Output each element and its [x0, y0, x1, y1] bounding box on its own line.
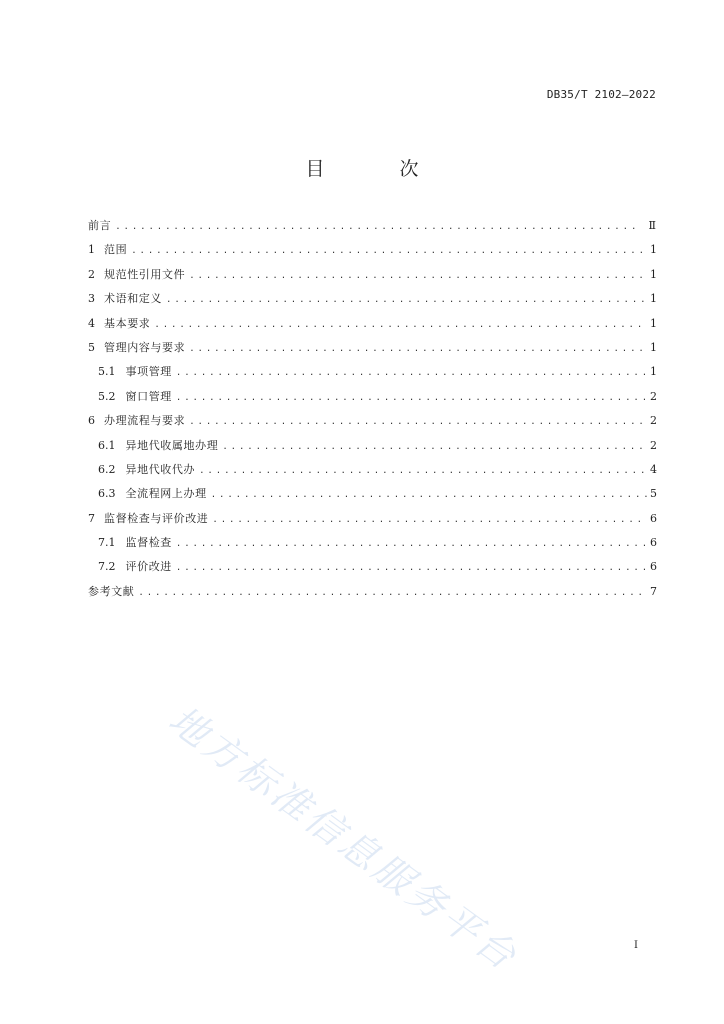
toc-entry-page: 1 — [650, 365, 657, 379]
toc-subentry[interactable] — [88, 462, 656, 478]
toc-leader-dots — [154, 317, 647, 333]
toc-leader-dots — [189, 268, 647, 284]
toc-entry-number: 1 — [88, 243, 95, 257]
toc-entry-title: 范围 — [104, 243, 128, 257]
toc-entry-title: 异地代收代办 — [125, 462, 196, 476]
toc-entry-title: 事项管理 — [125, 365, 172, 379]
toc-entry-page: 4 — [650, 462, 657, 476]
toc-leader-dots — [176, 560, 647, 576]
toc-subentry[interactable] — [88, 364, 656, 380]
toc-entry[interactable] — [88, 511, 656, 527]
toc-entry-page: 1 — [650, 340, 657, 354]
toc-entry-title: 评价改进 — [125, 560, 172, 574]
toc-entry-title: 基本要求 — [104, 316, 151, 330]
toc-subentry[interactable] — [88, 559, 656, 575]
toc-leader-dots — [138, 585, 647, 601]
toc-title: 目 次 — [305, 158, 447, 180]
toc-leader-dots — [176, 365, 647, 381]
toc-entry[interactable] — [88, 218, 656, 234]
toc-entry-page: 1 — [650, 292, 657, 306]
toc-entry-title: 窗口管理 — [125, 389, 172, 403]
toc-entry-title: 管理内容与要求 — [104, 340, 186, 354]
toc-entry[interactable] — [88, 242, 656, 258]
toc-leader-dots — [176, 390, 647, 406]
toc-subentry[interactable] — [88, 535, 656, 551]
toc-entry-title: 规范性引用文件 — [104, 267, 186, 281]
table-of-contents — [88, 218, 656, 608]
toc-entry-number: 6 — [88, 414, 95, 428]
toc-entry-title: 术语和定义 — [104, 292, 162, 306]
toc-subentry[interactable] — [88, 389, 656, 405]
toc-entry-title: 参考文献 — [88, 584, 135, 598]
toc-entry-number: 6.2 — [98, 462, 116, 476]
toc-entry[interactable] — [88, 291, 656, 307]
toc-entry[interactable] — [88, 413, 656, 429]
toc-leader-dots — [189, 341, 647, 357]
toc-leader-dots — [131, 243, 647, 259]
toc-entry-number: 4 — [88, 316, 95, 330]
toc-entry-page: 2 — [650, 438, 657, 452]
toc-entry-page: 6 — [650, 536, 657, 550]
toc-entry-number: 6.1 — [98, 438, 116, 452]
toc-leader-dots — [115, 219, 637, 235]
toc-entry-number: 5.1 — [98, 365, 116, 379]
toc-entry[interactable] — [88, 267, 656, 283]
toc-entry-page: 1 — [650, 267, 657, 281]
page-number: I — [634, 940, 638, 951]
toc-entry-number: 2 — [88, 267, 95, 281]
toc-entry-page: 5 — [650, 487, 657, 501]
toc-subentry[interactable] — [88, 486, 656, 502]
toc-entry-page: 2 — [650, 389, 657, 403]
watermark: 地方标准信息服务平台 — [160, 697, 527, 980]
toc-entry-number: 5 — [88, 340, 95, 354]
toc-entry[interactable] — [88, 316, 656, 332]
toc-entry-page: 2 — [650, 414, 657, 428]
toc-entry-page: Ⅱ — [648, 219, 656, 232]
toc-entry-number: 7.1 — [98, 536, 116, 550]
toc-leader-dots — [211, 487, 647, 503]
toc-leader-dots — [176, 536, 647, 552]
toc-entry-title: 监督检查 — [125, 536, 172, 550]
toc-leader-dots — [166, 292, 647, 308]
toc-entry-number: 5.2 — [98, 389, 116, 403]
toc-leader-dots — [212, 512, 647, 528]
toc-entry-page: 7 — [650, 584, 657, 598]
toc-entry[interactable] — [88, 340, 656, 356]
toc-entry-title: 监督检查与评价改进 — [104, 511, 209, 525]
toc-entry-page: 1 — [650, 316, 657, 330]
toc-entry-title: 前言 — [88, 219, 112, 232]
toc-entry-page: 1 — [650, 243, 657, 257]
toc-entry-number: 7.2 — [98, 560, 116, 574]
toc-entry-page: 6 — [650, 511, 657, 525]
toc-entry-number: 6.3 — [98, 487, 116, 501]
toc-entry-number: 3 — [88, 292, 95, 306]
toc-entry-title: 异地代收属地办理 — [125, 438, 219, 452]
toc-entry-page: 6 — [650, 560, 657, 574]
toc-subentry[interactable] — [88, 438, 656, 454]
toc-entry-title: 全流程网上办理 — [125, 487, 207, 501]
toc-leader-dots — [222, 439, 647, 455]
toc-entry-number: 7 — [88, 511, 95, 525]
standard-code: DB35/T 2102—2022 — [546, 88, 656, 101]
toc-leader-dots — [189, 414, 647, 430]
toc-leader-dots — [199, 463, 647, 479]
toc-entry-title: 办理流程与要求 — [104, 414, 186, 428]
toc-entry[interactable] — [88, 584, 656, 600]
